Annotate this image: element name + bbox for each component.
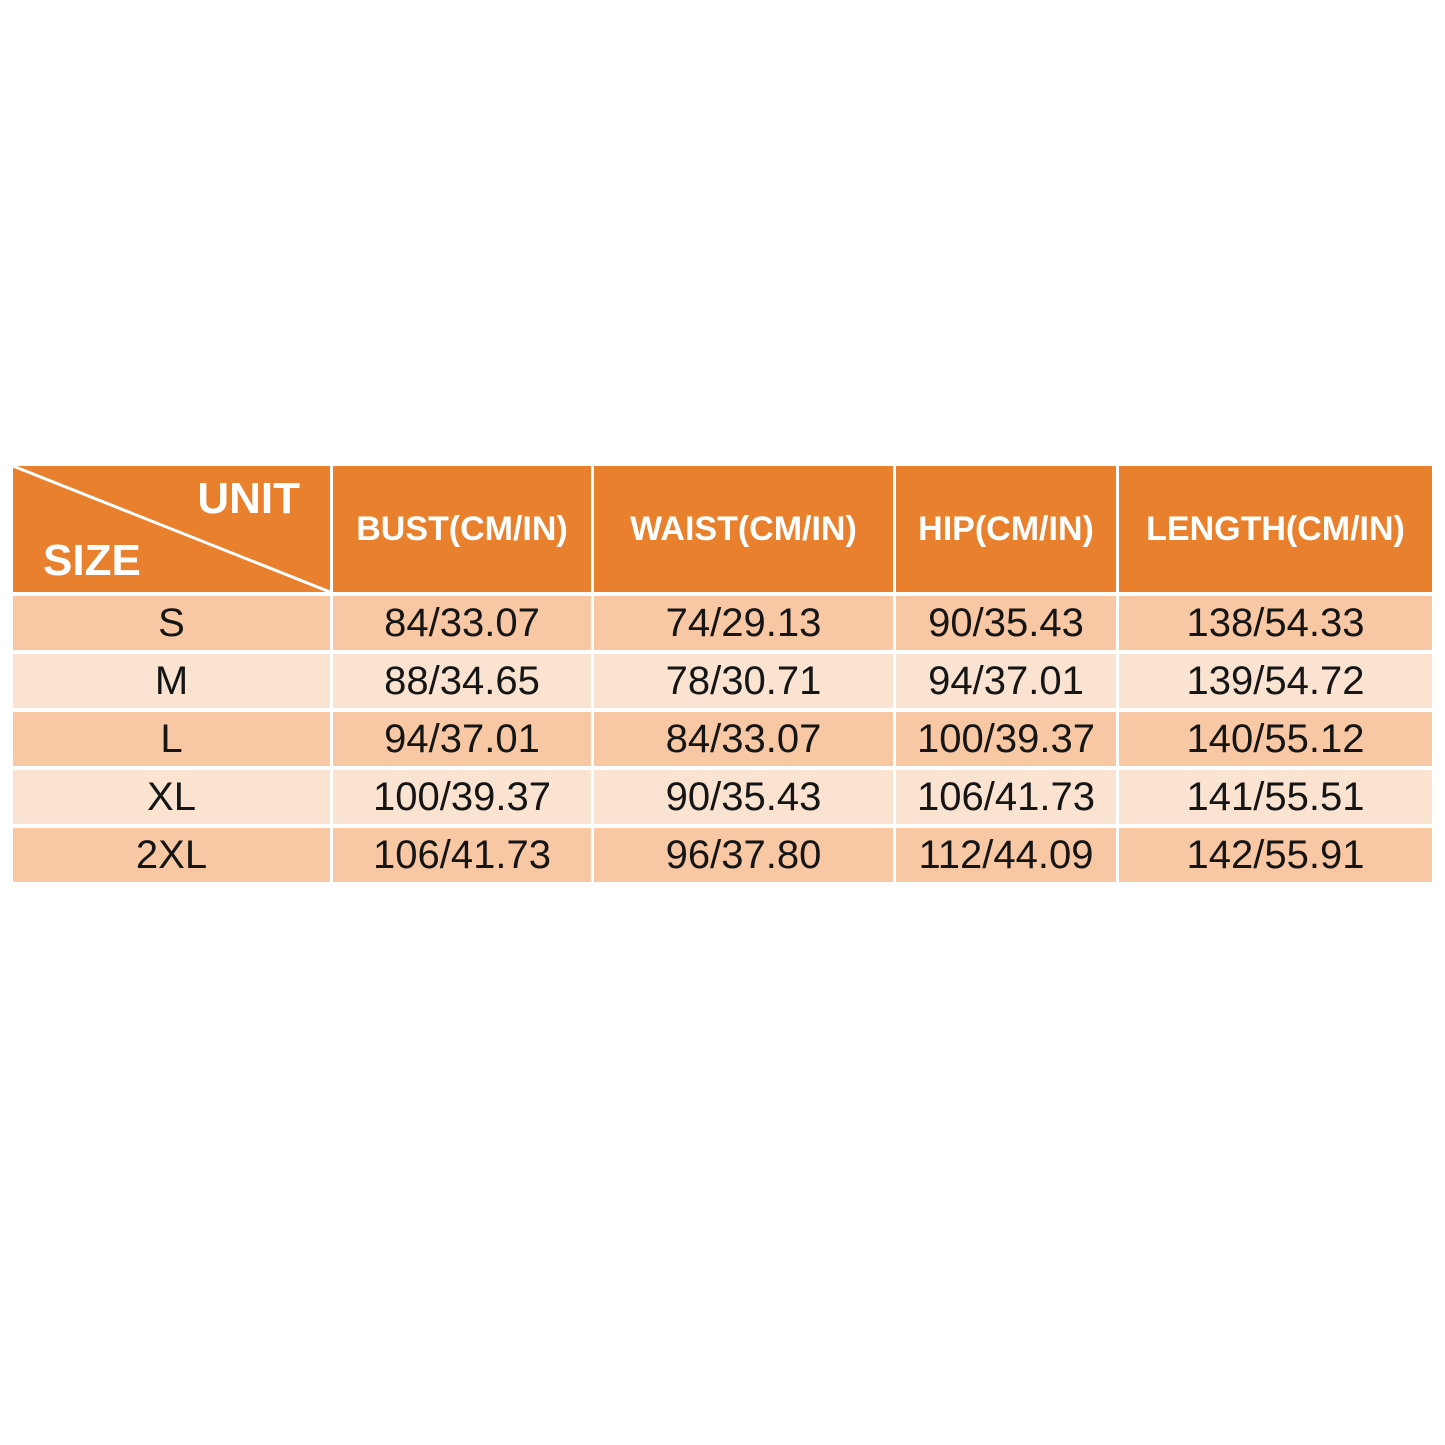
column-header-bust: BUST(CM/IN) [333,466,591,592]
table-row-2xl [13,828,1432,882]
length-value: 142/55.91 [1119,828,1432,882]
bust-value: 100/39.37 [333,770,591,824]
size-label: 2XL [13,828,330,882]
waist-value: 84/33.07 [594,712,893,766]
size-label: S [13,596,330,650]
column-header-waist: WAIST(CM/IN) [594,466,893,592]
table-row-m [13,654,1432,708]
hip-value: 106/41.73 [896,770,1116,824]
size-label: XL [13,770,330,824]
length-value: 140/55.12 [1119,712,1432,766]
size-label: L [13,712,330,766]
table-row-xl [13,770,1432,824]
waist-value: 78/30.71 [594,654,893,708]
size-chart-table [10,462,1435,886]
corner-size-label: SIZE [43,536,141,585]
corner-header-cell [13,466,330,592]
hip-value: 90/35.43 [896,596,1116,650]
bust-value: 94/37.01 [333,712,591,766]
length-value: 138/54.33 [1119,596,1432,650]
column-header-length: LENGTH(CM/IN) [1119,466,1432,592]
waist-value: 96/37.80 [594,828,893,882]
size-label: M [13,654,330,708]
table-row-l [13,712,1432,766]
length-value: 139/54.72 [1119,654,1432,708]
length-value: 141/55.51 [1119,770,1432,824]
header-row [13,466,1432,592]
hip-value: 100/39.37 [896,712,1116,766]
table-row-s [13,596,1432,650]
column-header-hip: HIP(CM/IN) [896,466,1116,592]
hip-value: 112/44.09 [896,828,1116,882]
corner-unit-label: UNIT [197,474,300,523]
waist-value: 74/29.13 [594,596,893,650]
hip-value: 94/37.01 [896,654,1116,708]
waist-value: 90/35.43 [594,770,893,824]
bust-value: 106/41.73 [333,828,591,882]
bust-value: 84/33.07 [333,596,591,650]
bust-value: 88/34.65 [333,654,591,708]
